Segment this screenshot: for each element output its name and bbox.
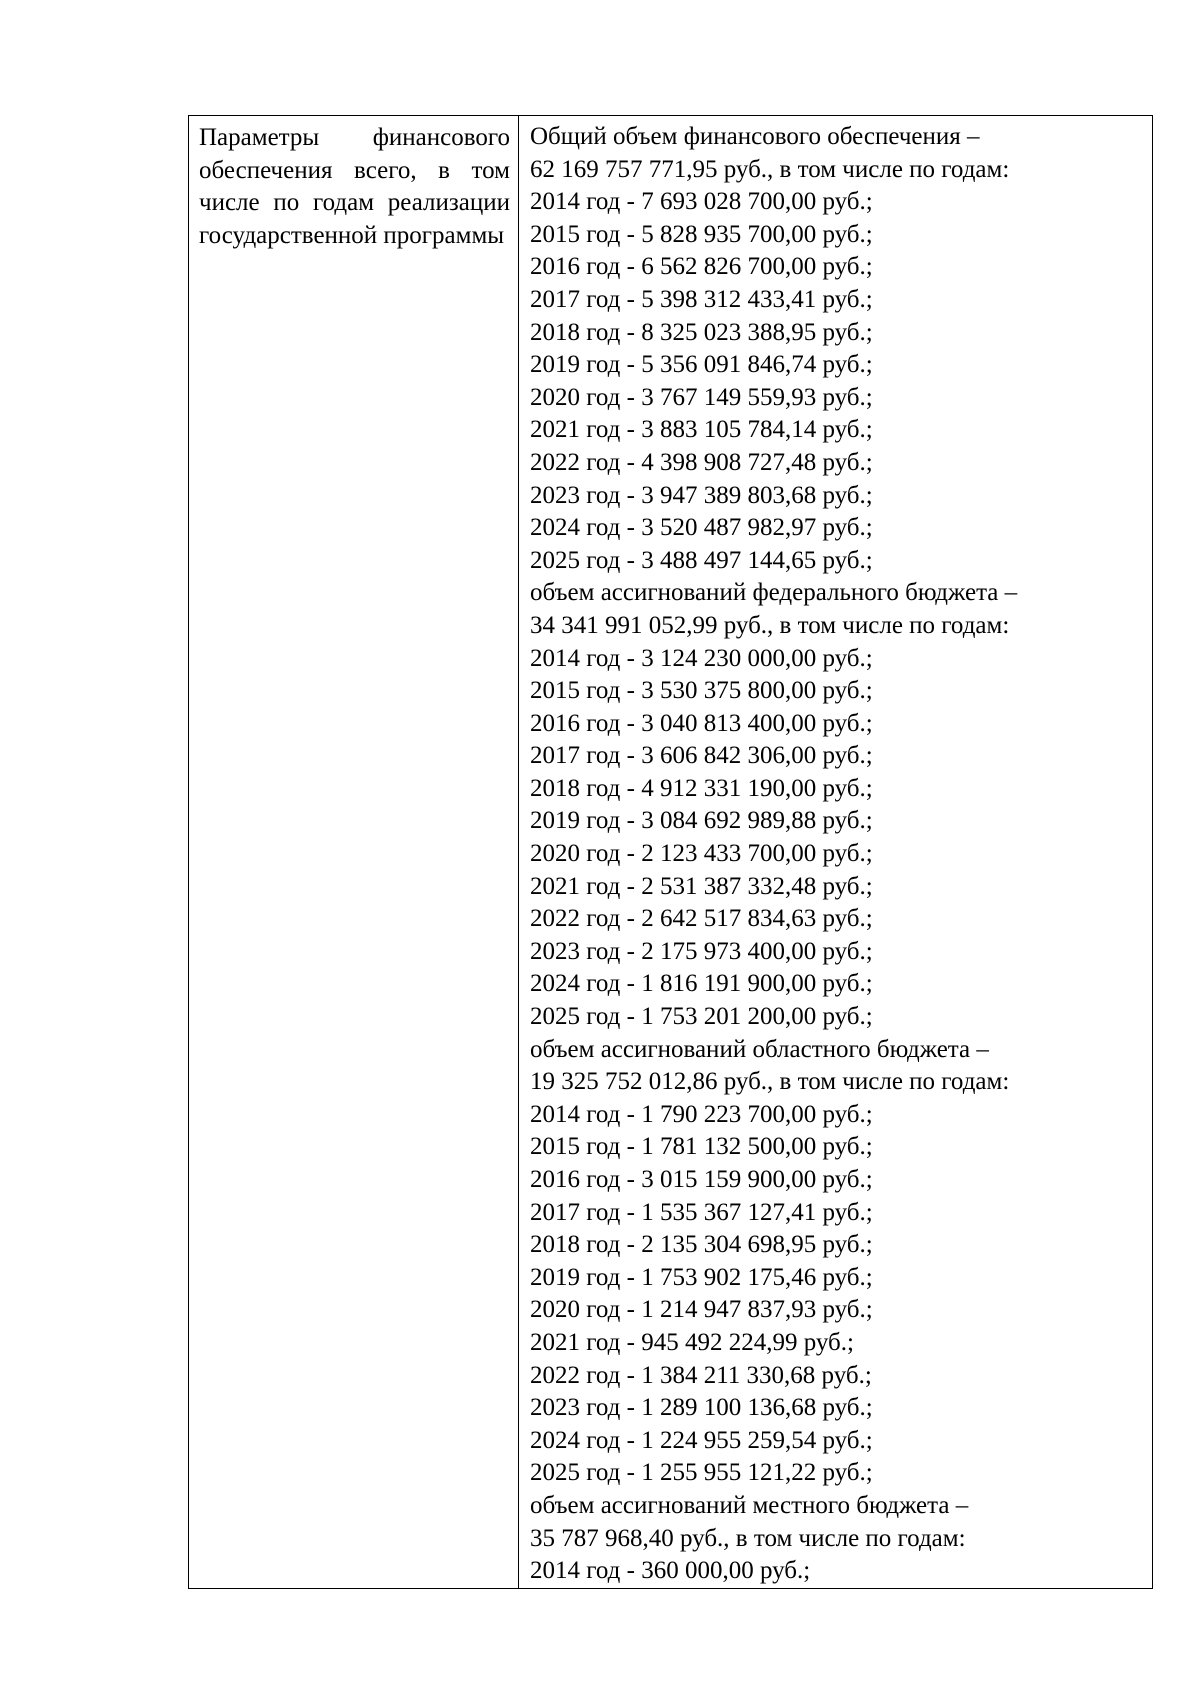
financing-line: объем ассигнований местного бюджета –	[530, 1491, 969, 1519]
financing-line: 2018 год - 2 135 304 698,95 руб.;	[530, 1231, 873, 1259]
financing-line: 2014 год - 360 000,00 руб.;	[530, 1557, 811, 1585]
financing-line: 2020 год - 1 214 947 837,93 руб.;	[530, 1296, 873, 1324]
financing-line: 2014 год - 1 790 223 700,00 руб.;	[530, 1100, 873, 1128]
financing-line: 2016 год - 3 040 813 400,00 руб.;	[530, 709, 873, 737]
financing-line: 2016 год - 6 562 826 700,00 руб.;	[530, 253, 873, 281]
financing-line: 2023 год - 3 947 389 803,68 руб.;	[530, 481, 873, 509]
financing-line: объем ассигнований областного бюджета –	[530, 1035, 989, 1063]
financing-line: 2014 год - 7 693 028 700,00 руб.;	[530, 188, 873, 216]
financing-line: 2022 год - 4 398 908 727,48 руб.;	[530, 448, 873, 476]
financing-line: 2024 год - 3 520 487 982,97 руб.;	[530, 514, 873, 542]
financing-line: 2017 год - 3 606 842 306,00 руб.;	[530, 742, 873, 770]
financing-line: 2024 год - 1 224 955 259,54 руб.;	[530, 1426, 873, 1454]
financing-line: 2020 год - 3 767 149 559,93 руб.;	[530, 383, 873, 411]
financing-line: 2014 год - 3 124 230 000,00 руб.;	[530, 644, 873, 672]
parameter-label-cell	[189, 116, 519, 1588]
parameter-label: Параметры финансового обеспечения всего, в том числе по годам реализации государственной программы	[199, 124, 510, 249]
financing-line: 2025 год - 1 753 201 200,00 руб.;	[530, 1003, 873, 1031]
financing-line: 2024 год - 1 816 191 900,00 руб.;	[530, 970, 873, 998]
financing-line: Общий объем финансового обеспечения –	[530, 123, 980, 150]
financing-line: 2019 год - 5 356 091 846,74 руб.;	[530, 351, 873, 379]
financing-line: 2019 год - 1 753 902 175,46 руб.;	[530, 1263, 873, 1291]
financing-line: 2015 год - 5 828 935 700,00 руб.;	[530, 220, 873, 248]
financing-line: 2023 год - 1 289 100 136,68 руб.;	[530, 1394, 873, 1422]
financing-table	[188, 115, 1153, 1589]
parameter-value-cell	[519, 116, 1152, 1588]
financing-line: 2023 год - 2 175 973 400,00 руб.;	[530, 937, 873, 965]
financing-line: 2016 год - 3 015 159 900,00 руб.;	[530, 1166, 873, 1193]
financing-line: 2021 год - 2 531 387 332,48 руб.;	[530, 872, 873, 900]
financing-line: 2015 год - 3 530 375 800,00 руб.;	[530, 677, 873, 705]
financing-line: 35 787 968,40 руб., в том числе по годам:	[530, 1524, 966, 1552]
financing-line: 2019 год - 3 084 692 989,88 руб.;	[530, 807, 873, 835]
financing-line: 62 169 757 771,95 руб., в том числе по годам:	[530, 155, 1010, 183]
financing-line: 2017 год - 5 398 312 433,41 руб.;	[530, 285, 873, 313]
financing-line: 2021 год - 945 492 224,99 руб.;	[530, 1328, 854, 1356]
financing-line: 34 341 991 052,99 руб., в том числе по годам:	[530, 611, 1010, 639]
financing-line: объем ассигнований федерального бюджета –	[530, 579, 1018, 607]
financing-line: 2025 год - 1 255 955 121,22 руб.;	[530, 1459, 873, 1487]
financing-line: 2017 год - 1 535 367 127,41 руб.;	[530, 1198, 873, 1226]
financing-line: 2022 год - 2 642 517 834,63 руб.;	[530, 905, 873, 933]
financing-lines	[530, 121, 1144, 1588]
financing-line: 2020 год - 2 123 433 700,00 руб.;	[530, 840, 873, 868]
financing-line: 2015 год - 1 781 132 500,00 руб.;	[530, 1133, 873, 1161]
financing-line: 2018 год - 8 325 023 388,95 руб.;	[530, 318, 873, 346]
financing-line: 2018 год - 4 912 331 190,00 руб.;	[530, 774, 873, 802]
financing-line: 19 325 752 012,86 руб., в том числе по годам:	[530, 1068, 1010, 1096]
financing-line: 2021 год - 3 883 105 784,14 руб.;	[530, 416, 873, 444]
financing-line: 2025 год - 3 488 497 144,65 руб.;	[530, 546, 873, 574]
financing-line: 2022 год - 1 384 211 330,68 руб.;	[530, 1361, 872, 1389]
